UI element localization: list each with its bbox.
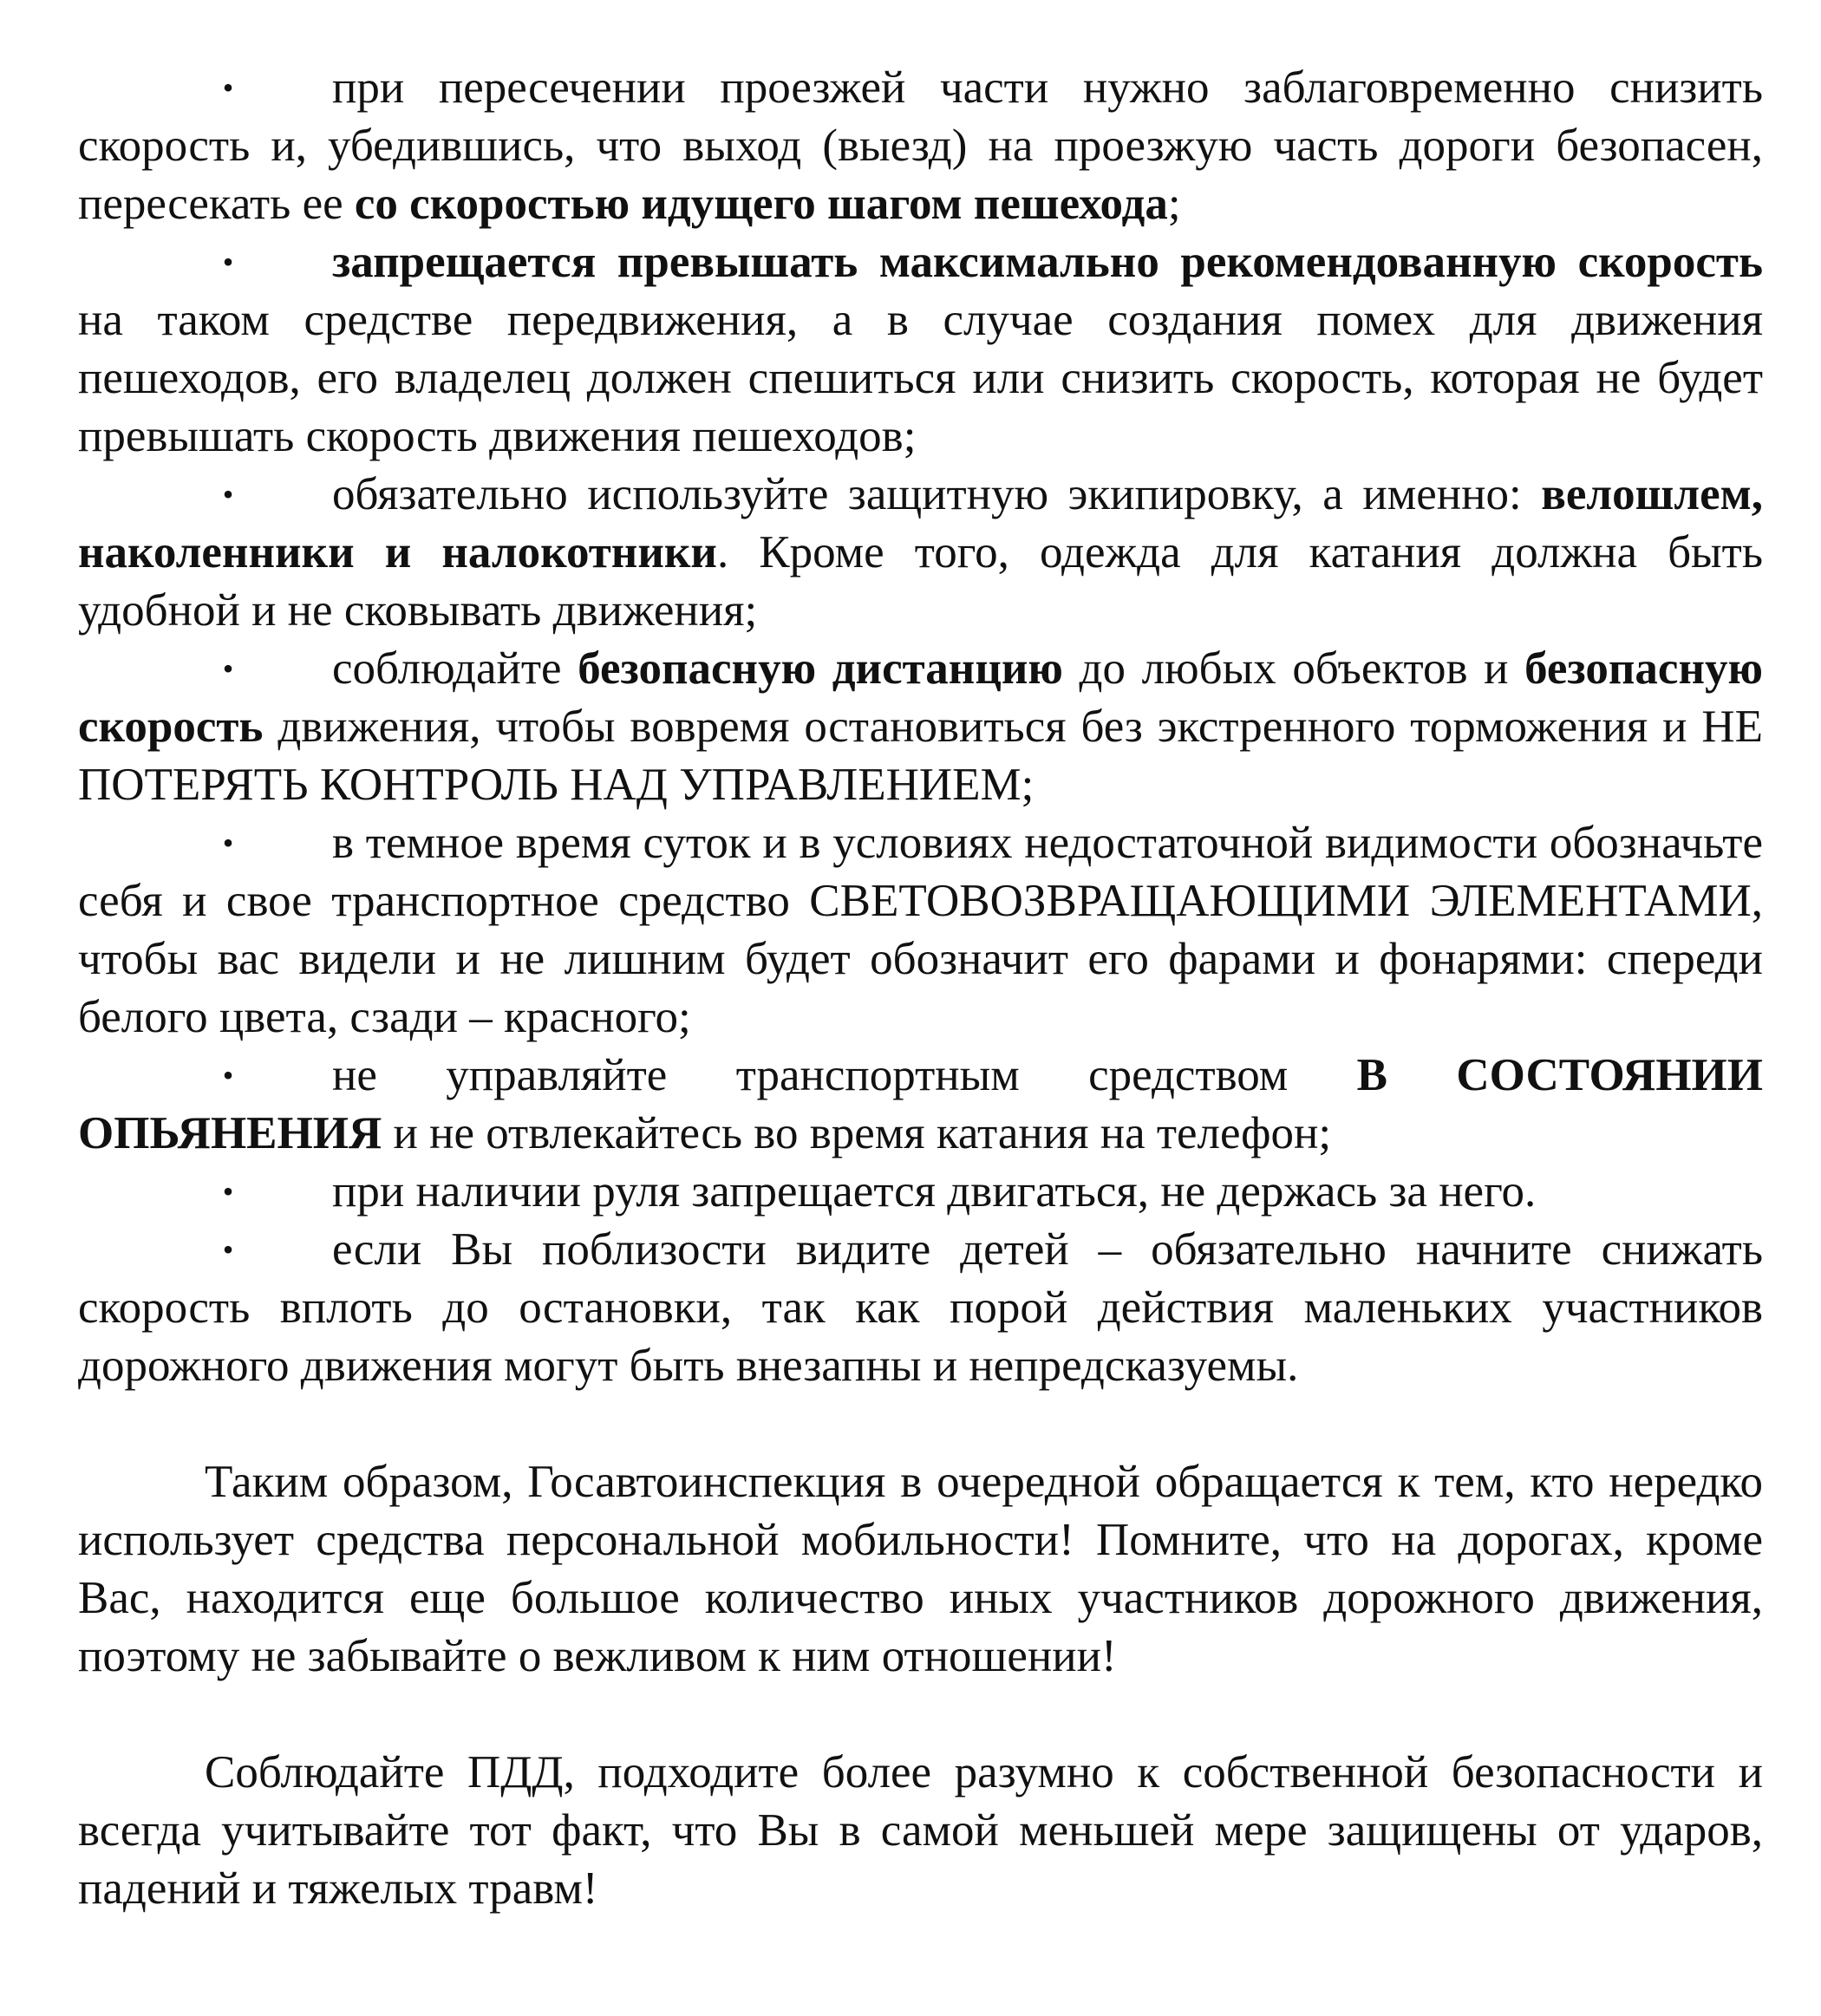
bullet-icon: • [222,1232,234,1267]
conclusion-paragraph: Таким образом, Госавтоинспекция в очередной обращается к тем, кто нередко использует средства персональной мобильности! Помните, что на дорогах, кроме Вас, находится еще большое количество иных участников дорожного движения, поэтому не забывайте о вежливом к ним отношении! [78,1457,1763,1681]
text-run: при наличии руля запрещается двигаться, не держась за него. [332,1166,1537,1217]
list-item [78,1047,1763,1163]
bullet-icon: • [222,1058,234,1093]
text-run: на таком средстве передвижения, а в случае создания помех для движения пешеходов, его владелец должен спешиться или снизить скорость, которая не будет превышать скорость движения пешеходов; [78,295,1763,461]
bold-text-run: В СОСТОЯНИИ ОПЬЯНЕНИЯ [78,1050,1763,1158]
text-run: движения, чтобы вовремя остановиться без экстренного торможения и НЕ ПОТЕРЯТЬ КОНТРОЛЬ НАД УПРАВЛЕНИЕМ; [78,701,1763,810]
list-item [78,814,1763,1047]
bold-text-run: безопасную дистанцию [578,643,1063,694]
closing-paragraph: Соблюдайте ПДД, подходите более разумно к собственной безопасности и всегда учитывайте тот факт, что Вы в самой меньшей мере защищены от ударов, падений и тяжелых травм! [78,1747,1763,1914]
bold-text-run: безопасную скорость [78,643,1763,752]
text-run: . Кроме того, одежда для катания должна быть удобной и не сковывать движения; [78,527,1763,636]
bullet-icon: • [222,651,234,686]
bullet-icon: • [222,825,234,860]
list-item [78,59,1763,233]
text-run: соблюдайте [332,643,578,694]
list-item [78,233,1763,466]
bold-text-run: со скоростью идущего шагом пешехода [354,179,1168,229]
text-run: до любых объектов и [1062,643,1525,694]
bold-text-run: запрещается превышать максимально рекомендованную скорость [332,237,1763,287]
text-run: при пересечении проезжей части нужно заблаговременно снизить скорость и, убедившись, что выход (выезд) на проезжую часть дороги безопасен, пересекать ее [78,62,1763,229]
text-run: в темное время суток и в условиях недостаточной видимости обозначьте себя и свое транспортное средство СВЕТОВОЗВРАЩАЮЩИМИ ЭЛЕМЕНТАМИ, чтобы вас видели и не лишним будет обозначит его фарами и фонарями: спереди белого цвета, сзади – красного; [78,818,1763,1042]
bullet-icon: • [222,245,234,279]
text-run: обязательно используйте защитную экипировку, а именно: [332,469,1542,519]
bullet-icon: • [222,70,234,105]
document-page [78,59,1763,1918]
list-item [78,640,1763,814]
list-item [78,1163,1763,1221]
paragraph-spacer [78,1686,1763,1744]
bullet-icon: • [222,477,234,512]
safety-rules-list [78,59,1763,1395]
text-run: если Вы поблизости видите детей – обязательно начните снижать скорость вплоть до остановки, так как порой действия маленьких участников дорожного движения могут быть внезапны и непредсказуемы. [78,1224,1763,1391]
bullet-icon: • [222,1174,234,1209]
paragraph-spacer [78,1395,1763,1453]
text-run: и не отвлекайтесь во время катания на телефон; [382,1108,1332,1158]
text-run: не управляйте транспортным средством [332,1050,1357,1100]
list-item [78,466,1763,640]
bold-text-run: велошлем, наколенники и налокотники [78,469,1763,577]
list-item [78,1221,1763,1395]
text-run: ; [1167,179,1181,229]
